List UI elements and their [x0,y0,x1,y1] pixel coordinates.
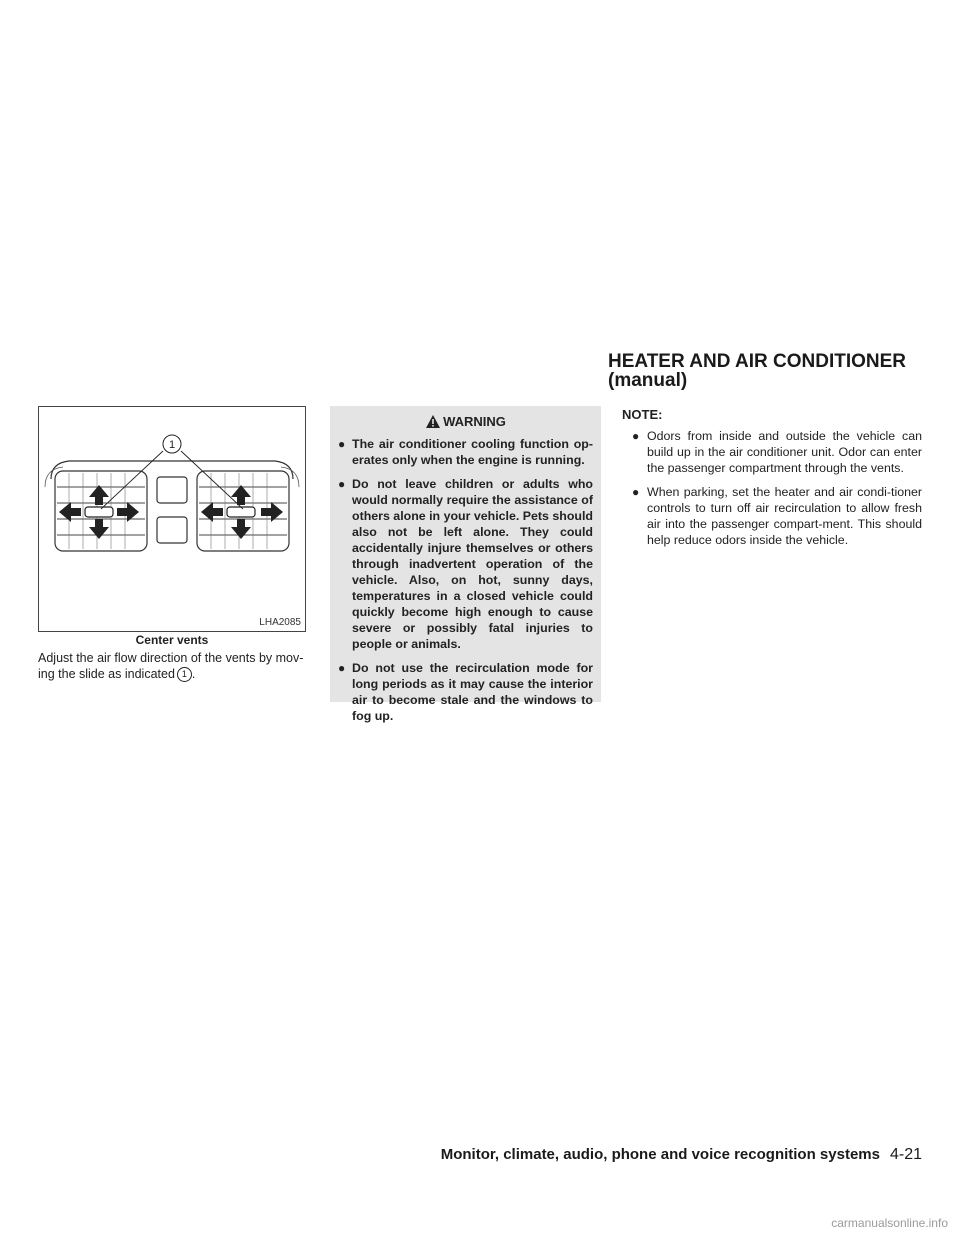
watermark: carmanualsonline.info [831,1216,948,1230]
intro-text-end: . [191,667,196,681]
note-item-text: Odors from inside and outside the vehicle can build up in the air conditioner unit. Odor can enter the passenger compartment through the vents. [647,429,922,475]
figure-caption: Center vents [135,633,209,647]
warning-item [338,660,593,724]
warning-box [330,406,601,723]
note-item [622,484,922,548]
warning-heading [338,412,593,432]
page-footer [441,1146,922,1164]
bullet: ● [338,477,346,491]
note-item [622,428,922,476]
figure-callout: 1 [168,439,176,451]
chapter-title: Monitor, climate, audio, phone and voice recognition systems [440,1146,880,1163]
bullet: ● [338,661,346,675]
section-title-line1: HEATER AND AIR CONDITIONER [608,351,907,372]
warning-item [338,476,593,652]
warning-item [338,436,593,468]
figure-center-vents [38,406,306,632]
callout-reference: 1 [177,667,192,682]
warning-item-text: Do not leave children or adults who would normally require the assistance of others alone in your vehicle. Pets should also not be left alone. They could accidentally injure themselves or others through inadvertent operation of the vehicle. Also, on hot, sunny days, temperatures in a closed vehicle could quickly become high enough to cause severe or possibly fatal injuries to people or animals. [352,477,593,651]
page-number: 4-21 [889,1146,922,1163]
warning-item-text: The air conditioner cooling function op-erates only when the engine is running. [352,437,593,467]
note-list [622,428,922,556]
intro-paragraph [38,650,306,682]
bullet: ● [632,485,640,499]
note-label: NOTE: [622,407,663,422]
note-item-text: When parking, set the heater and air condi-tioner controls to turn off air recirculation to allow fresh air into the passenger compart-ment. This should help reduce odors inside the vehicle. [647,485,922,547]
bullet: ● [338,437,346,451]
center-vents-illustration [39,407,305,631]
figure-code: LHA2085 [259,617,301,628]
warning-list [338,436,593,724]
intro-text: Adjust the air flow direction of the vents by mov-ing the slide as indicated [38,651,304,681]
warning-item-text: Do not use the recirculation mode for long periods as it may cause the interior air to become stale and the windows to fog up. [352,661,593,723]
warning-triangle-icon [425,414,441,429]
warning-heading-text: WARNING [443,414,506,429]
section-title [608,352,928,390]
bullet: ● [632,429,640,443]
section-title-line2: (manual) [608,370,688,391]
